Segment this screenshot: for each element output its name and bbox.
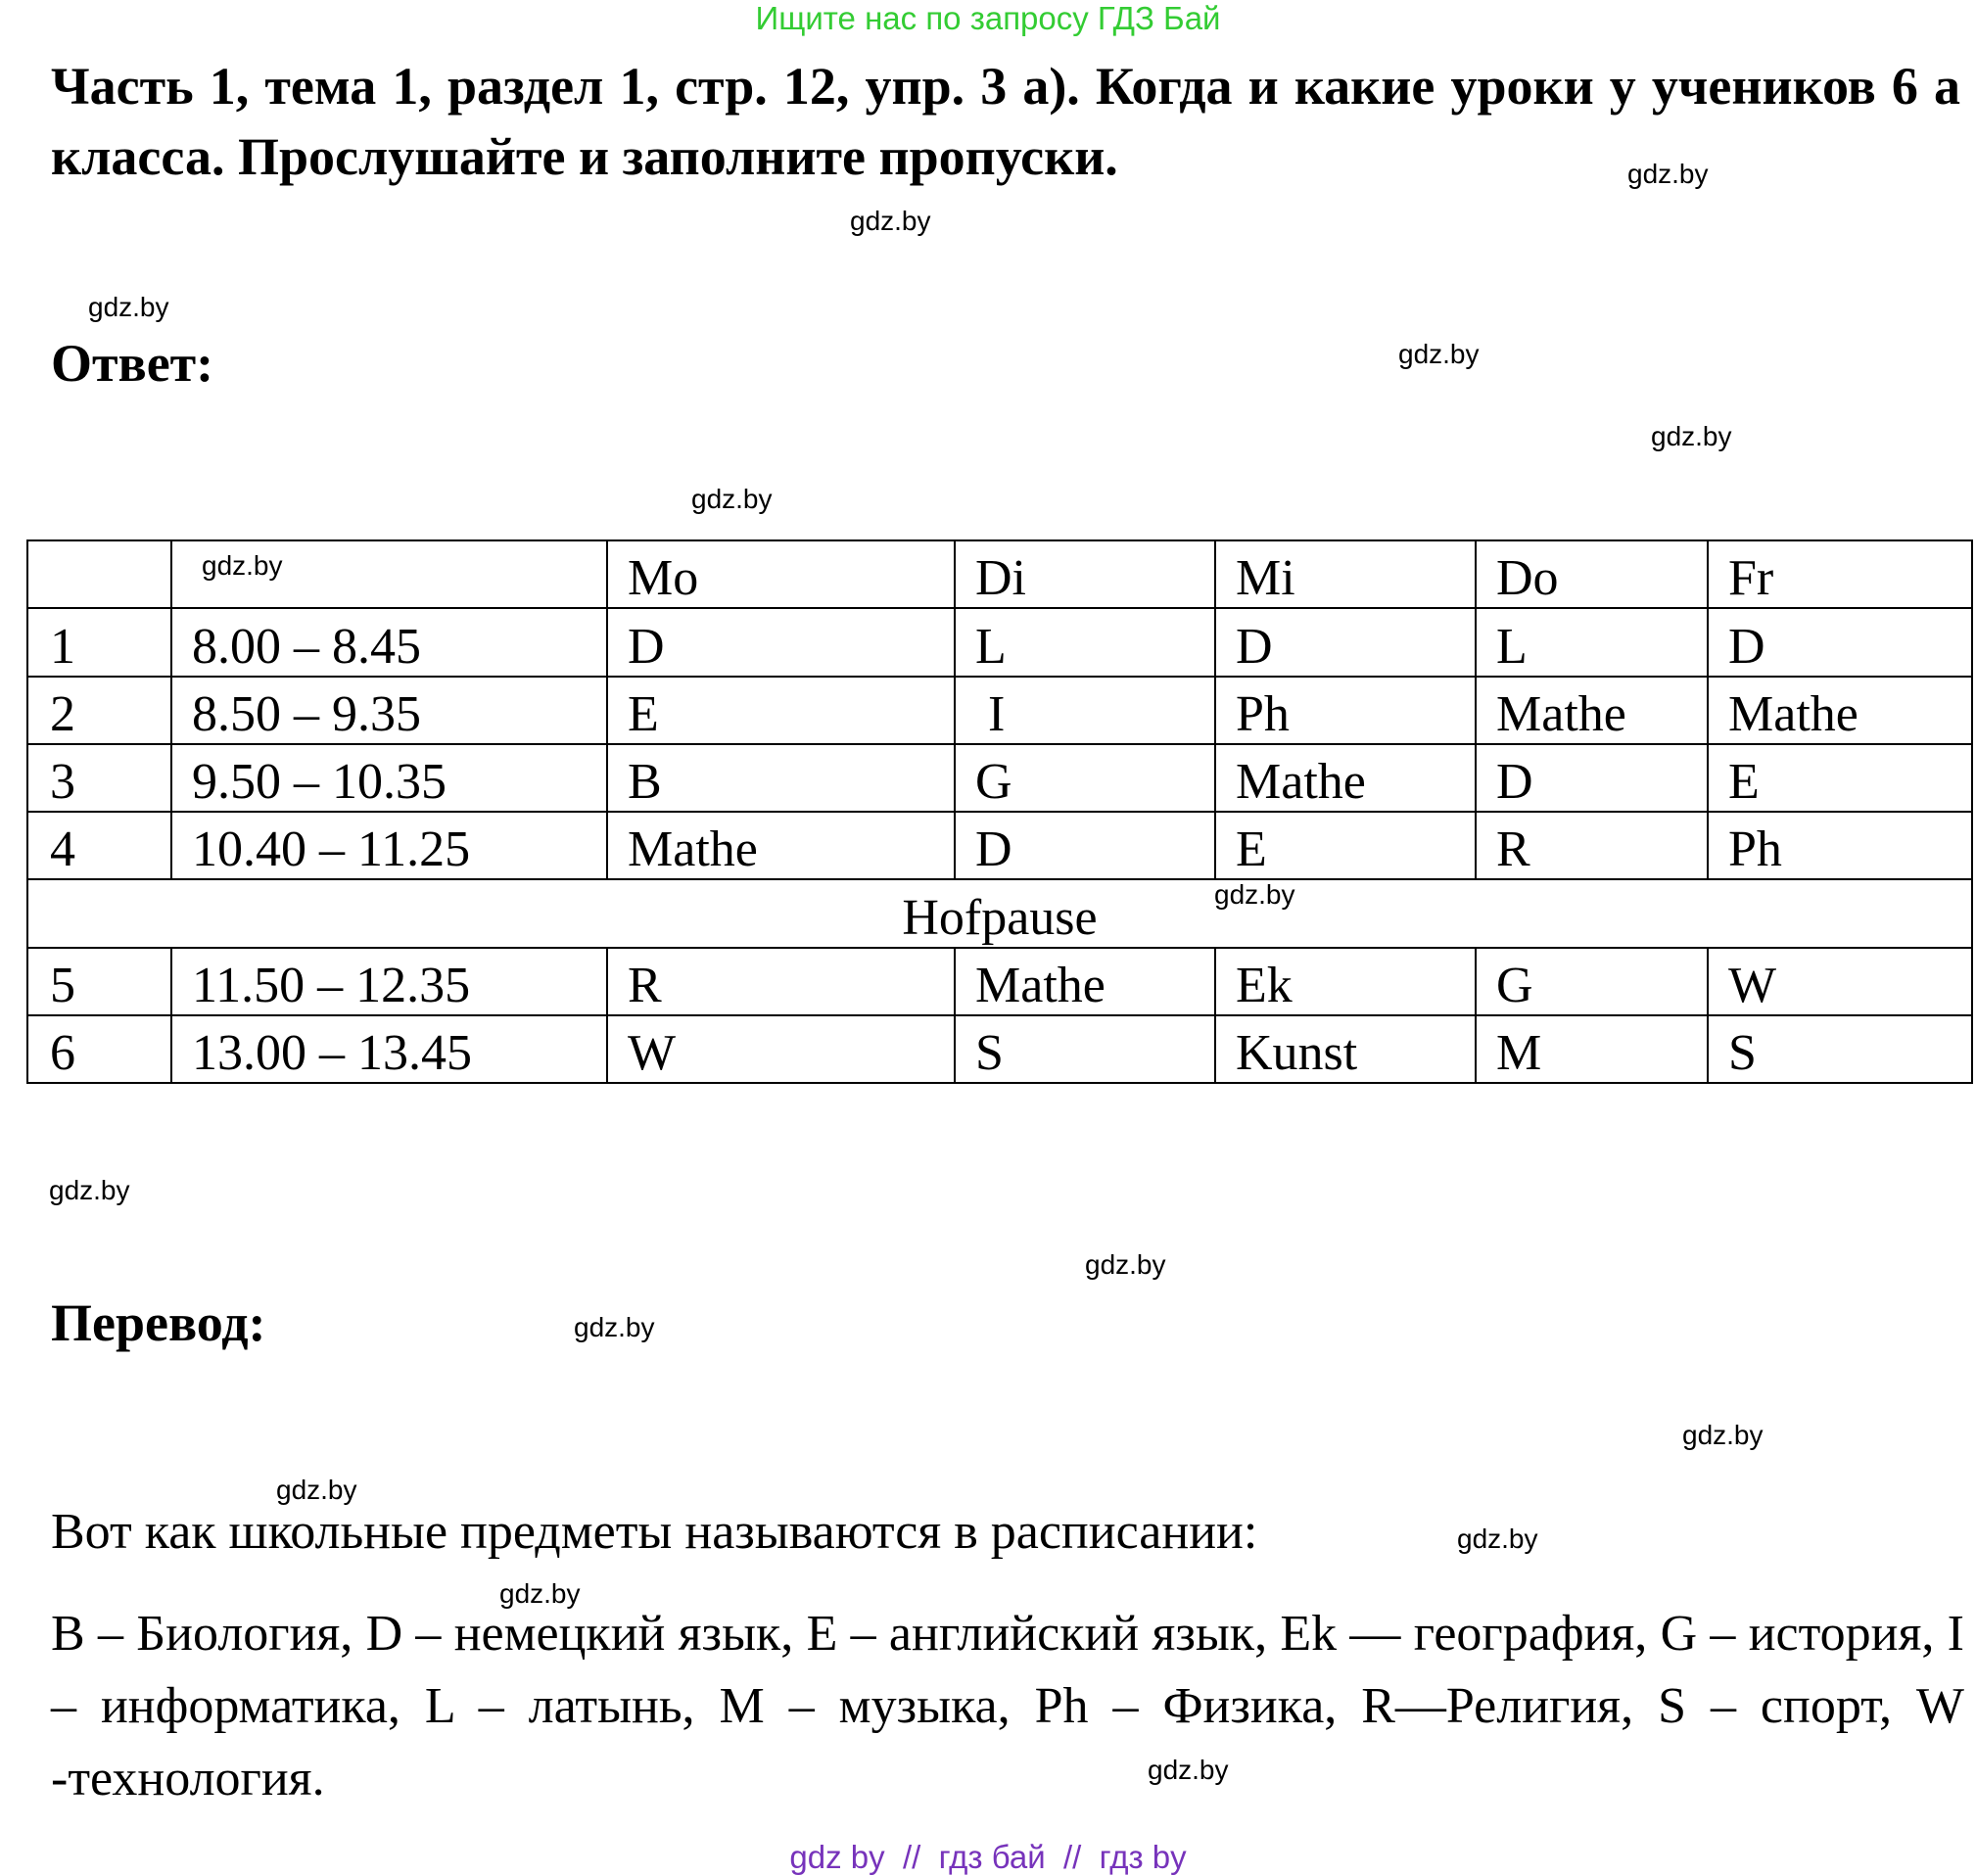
subject-legend: B – Биология, D – немецкий язык, E – английский язык, Ek — география, G – история, I – информатика, L – латынь, M – музыка, Ph – Физика, R—Религия, S – спорт, W -технология. <box>51 1606 1965 1806</box>
table-cell: E <box>607 677 955 744</box>
table-cell: Mathe <box>955 948 1215 1015</box>
table-cell: W <box>607 1015 955 1083</box>
intro-line: Вот как школьные предметы называются в расписании: <box>51 1504 1258 1560</box>
table-cell: D <box>955 812 1215 879</box>
schedule-table <box>26 539 1973 1084</box>
table-cell: B <box>607 744 955 812</box>
table-cell: Ph <box>1708 812 1972 879</box>
watermark: gdz.by <box>1457 1524 1538 1554</box>
table-cell: 10.40 – 11.25 <box>171 812 607 879</box>
table-cell: L <box>955 608 1215 676</box>
table-cell: Kunst <box>1215 1015 1476 1083</box>
watermark: gdz.by <box>276 1475 357 1505</box>
translation-heading: Перевод: <box>51 1293 266 1352</box>
watermark: gdz.by <box>1148 1755 1229 1785</box>
watermark: gdz.by <box>1214 879 1295 910</box>
table-cell: Mathe <box>1708 677 1972 744</box>
table-cell: 9.50 – 10.35 <box>171 744 607 812</box>
table-cell: 8.50 – 9.35 <box>171 677 607 744</box>
top-banner: Ищите нас по запросу ГДЗ Бай <box>755 0 1221 36</box>
watermark: gdz.by <box>499 1578 581 1609</box>
table-cell: D <box>1708 608 1972 676</box>
table-cell: 6 <box>27 1015 171 1083</box>
watermark: gdz.by <box>49 1175 130 1205</box>
table-cell: R <box>1476 812 1708 879</box>
watermark: gdz.by <box>1682 1420 1764 1450</box>
table-header-cell: Fr <box>1708 540 1972 608</box>
table-cell: 13.00 – 13.45 <box>171 1015 607 1083</box>
table-cell: Mathe <box>1215 744 1476 812</box>
pause-row <box>27 879 1972 947</box>
table-cell: M <box>1476 1015 1708 1083</box>
table-cell: 3 <box>27 744 171 812</box>
table-header-row <box>27 540 1972 608</box>
table-cell: R <box>607 948 955 1015</box>
table-header-cell: Mo <box>607 540 955 608</box>
table-cell: Ek <box>1215 948 1476 1015</box>
table-header-cell: Do <box>1476 540 1708 608</box>
answer-heading: Ответ: <box>51 334 214 393</box>
table-cell: 2 <box>27 677 171 744</box>
table-cell: W <box>1708 948 1972 1015</box>
watermark: gdz.by <box>1398 339 1480 369</box>
watermark: gdz.by <box>1651 421 1732 451</box>
table-header-cell <box>27 540 171 608</box>
table-row <box>27 744 1972 812</box>
table-row <box>27 677 1972 744</box>
table-cell: Mathe <box>607 812 955 879</box>
table-cell: 8.00 – 8.45 <box>171 608 607 676</box>
table-cell: L <box>1476 608 1708 676</box>
watermark: gdz.by <box>574 1312 655 1342</box>
table-cell: D <box>1215 608 1476 676</box>
table-cell: D <box>1476 744 1708 812</box>
watermark: gdz.by <box>1627 159 1709 189</box>
table-header-cell: Di <box>955 540 1215 608</box>
table-cell: Mathe <box>1476 677 1708 744</box>
watermark: gdz.by <box>850 206 931 236</box>
table-cell: 4 <box>27 812 171 879</box>
table-cell: Ph <box>1215 677 1476 744</box>
table-row <box>27 608 1972 676</box>
watermark: gdz.by <box>1085 1249 1166 1280</box>
table-cell: E <box>1708 744 1972 812</box>
watermark: gdz.by <box>691 484 773 514</box>
table-cell: G <box>1476 948 1708 1015</box>
table-cell: D <box>607 608 955 676</box>
table-cell: I <box>955 677 1215 744</box>
table-cell: G <box>955 744 1215 812</box>
pause-cell: Hofpause <box>27 879 1972 947</box>
table-row <box>27 812 1972 879</box>
table-cell: 1 <box>27 608 171 676</box>
exercise-title: Часть 1, тема 1, раздел 1, стр. 12, упр. 3 а). Когда и какие уроки у учеников 6 а класса. Прослушайте и заполните пропуски. <box>51 57 1960 186</box>
table-cell: S <box>955 1015 1215 1083</box>
table-cell: 11.50 – 12.35 <box>171 948 607 1015</box>
table-header-cell: Mi <box>1215 540 1476 608</box>
table-cell: E <box>1215 812 1476 879</box>
watermark: gdz.by <box>202 550 283 581</box>
table-row <box>27 948 1972 1015</box>
table-row <box>27 1015 1972 1083</box>
footer-links: gdz by // гдз бай // гдз by <box>789 1839 1187 1875</box>
table-cell: 5 <box>27 948 171 1015</box>
table-cell: S <box>1708 1015 1972 1083</box>
watermark: gdz.by <box>88 292 169 322</box>
